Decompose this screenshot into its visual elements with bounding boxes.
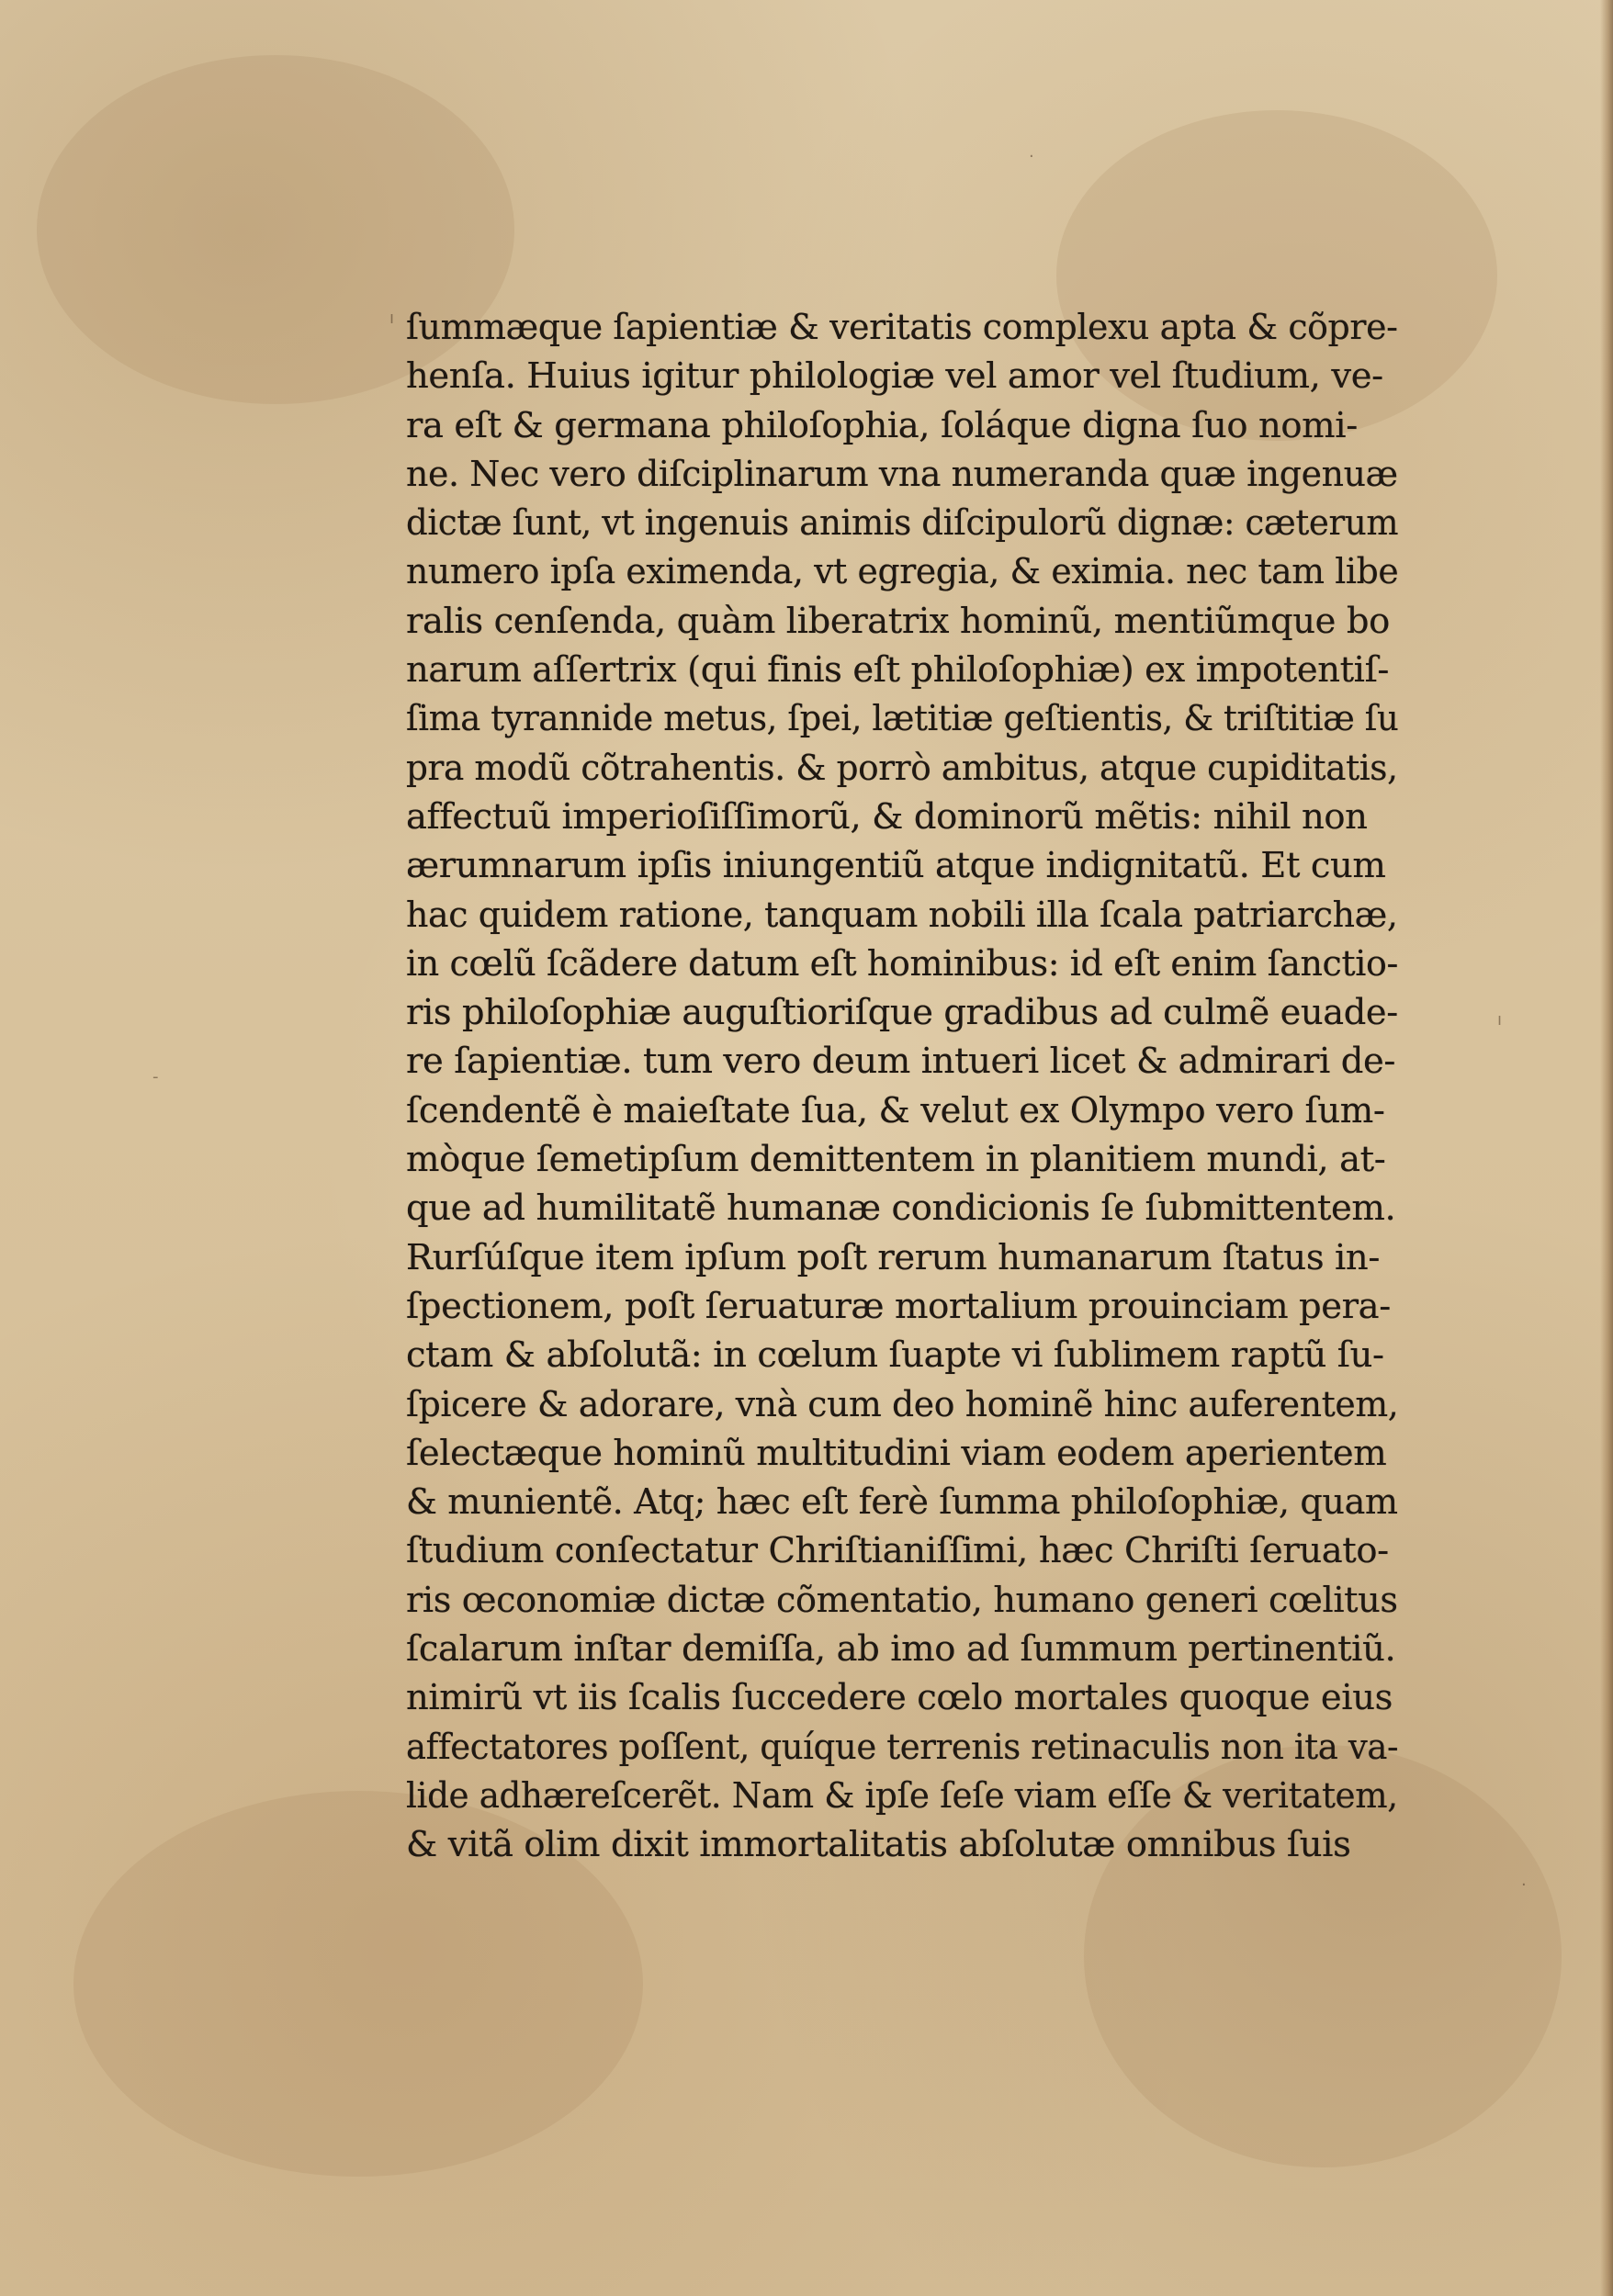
text-line: henſa. Huius igitur philologiæ vel amor vel ſtudium, ve- [406, 355, 1383, 398]
text-line: & vitã olim dixit immortalitatis abſolutæ omnibus ſuis [406, 1824, 1351, 1866]
text-line: hac quidem ratione, tanquam nobili illa ſcala patriarchæ, [406, 894, 1398, 936]
text-line: ctam & abſolutã: in cœlum ſuapte vi ſublimem raptũ ſu- [406, 1334, 1384, 1377]
text-line: que ad humilitatẽ humanæ condicionis ſe ſubmittentem. [406, 1187, 1396, 1230]
text-line: re ſapientiæ. tum vero deum intueri licet & admirari de- [406, 1041, 1396, 1083]
speck-mark: · [1029, 147, 1034, 166]
text-line: mòque ſemetipſum demittentem in planitiem mundi, at- [406, 1139, 1386, 1181]
body-text [406, 303, 1398, 1870]
text-line: ſtudium conſectatur Chriſtianiſſimi, hæc Chriſti ſeruato- [406, 1530, 1389, 1572]
text-line: lide adhæreſcerẽt. Nam & ipſe ſeſe viam eſſe & veritatem, [406, 1774, 1398, 1817]
text-line: Rurſúſque item ipſum poſt rerum humanarum ſtatus in- [406, 1236, 1380, 1278]
text-line: & munientẽ. Atq; hæc eſt ferè ſumma philoſophiæ, quam [406, 1481, 1398, 1524]
text-line: nimirũ vt iis ſcalis ſuccedere cœlo mortales quoque eius [406, 1677, 1393, 1719]
text-line: numero ipſa eximenda, vt egregia, & eximia. nec tam libe [406, 551, 1399, 593]
text-line: ærumnarum ipſis iniungentiũ atque indignitatũ. Et cum [406, 845, 1386, 887]
text-line: narum aſſertrix (qui finis eſt philoſophiæ) ex impotentiſ- [406, 649, 1390, 692]
text-line: affectatores poſſent, quíque terrenis retinaculis non ita va- [406, 1726, 1399, 1768]
text-line: ſpicere & adorare, vnà cum deo hominẽ hinc auferentem, [406, 1383, 1399, 1425]
text-line: ſelectæque hominũ multitudini viam eodem aperientem [406, 1432, 1387, 1474]
text-line: ne. Nec vero diſciplinarum vna numeranda quæ ingenuæ [406, 453, 1398, 495]
text-line: ſcendentẽ è maieſtate ſua, & velut ex Olympo vero ſum- [406, 1089, 1385, 1131]
speck-mark: - [152, 1067, 159, 1086]
text-line: pra modũ cõtrahentis. & porrò ambitus, atque cupiditatis, [406, 747, 1398, 789]
speck-mark: ı [389, 309, 395, 328]
text-line: ra eſt & germana philoſophia, ſoláque digna ſuo nomi- [406, 404, 1358, 446]
text-line: ris philoſophiæ auguſtioriſque gradibus ad culmẽ euade- [406, 992, 1398, 1034]
text-line: ralis cenſenda, quàm liberatrix hominũ, mentiũmque bo [406, 600, 1390, 642]
text-line: ſpectionem, poſt ſeruaturæ mortalium prouinciam pera- [406, 1285, 1391, 1327]
text-line: ſummæque ſapientiæ & veritatis complexu apta & cõpre- [406, 307, 1398, 348]
text-line: dictæ ſunt, vt ingenuis animis diſcipulorũ dignæ: cæterum [406, 502, 1399, 545]
text-line: ſcalarum inſtar demiſſa, ab imo ad ſummum pertinentiũ. [406, 1628, 1396, 1671]
text-line: affectuũ imperioſiſſimorũ, & dominorũ mẽtis: nihil non [406, 795, 1368, 838]
text-line: ſima tyrannide metus, ſpei, lætitiæ geſtientis, & triſtitiæ ſu [406, 698, 1399, 740]
text-line: ris œconomiæ dictæ cõmentatio, humano generi cœlitus [406, 1579, 1398, 1621]
text-line: in cœlũ ſcãdere datum eſt hominibus: id eſt enim ſanctio- [406, 942, 1398, 985]
speck-mark: ı [1497, 1010, 1503, 1030]
speck-mark: · [1521, 1875, 1527, 1895]
page-edge-shadow [1600, 0, 1613, 2296]
